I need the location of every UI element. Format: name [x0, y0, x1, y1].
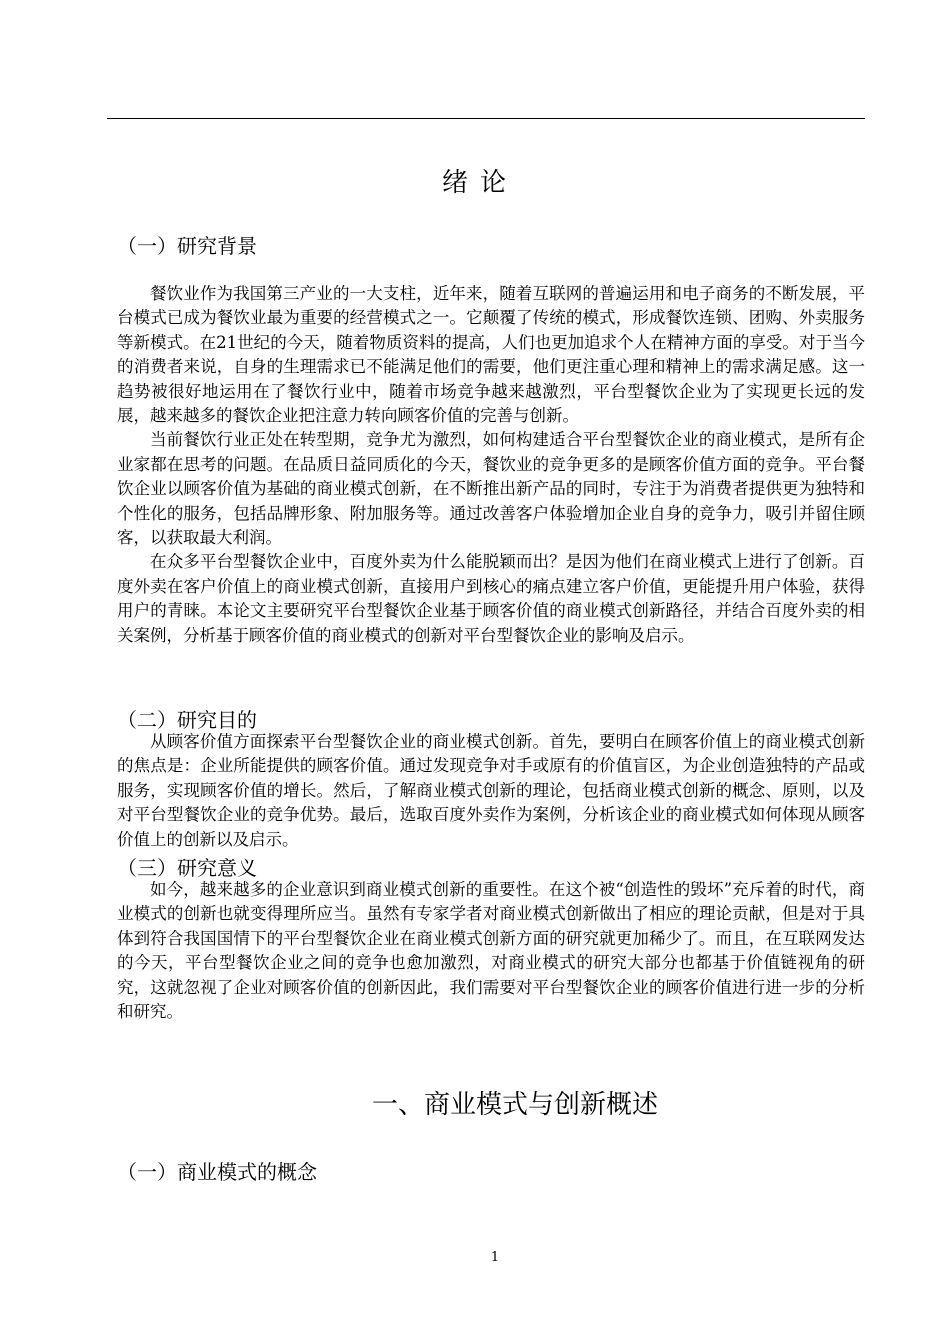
intro-title: 绪论 — [441, 168, 518, 198]
section-purpose-body — [117, 730, 865, 852]
chapter-subheading: （一）商业模式的概念 — [117, 1160, 317, 1184]
paragraph: 如今，越来越多的企业意识到商业模式创新的重要性。在这个被“创造性的毁坏”充斥着的时代，商业模式的创新也就变得理所应当。虽然有专家学者对商业模式创新做出了相应的理论贡献，但是对于具体到符合我国国情下的平台型餐饮企业在商业模式创新方面的研究就更加稀少了。而且，在互联网发达的今天，平台型餐饮企业之间的竞争也愈加激烈，对商业模式的研究大部分也都基于价值链视角的研究，这就忽视了企业对顾客价值的创新因此，我们需要对平台型餐饮企业的顾客价值进行进一步的分析和研究。 — [117, 880, 865, 1022]
section-heading-background: （一）研究背景 — [117, 234, 257, 258]
paragraph: 在众多平台型餐饮企业中，百度外卖为什么能脱颖而出？是因为他们在商业模式上进行了创新。百度外卖在客户价值上的商业模式创新，直接用户到核心的痛点建立客户价值，更能提升用户体验，获得用户的青睐。本论文主要研究平台型餐饮企业基于顾客价值的商业模式创新路径，并结合百度外卖的相关案例，分析基于顾客价值的商业模式的创新对平台型餐饮企业的影响及启示。 — [117, 552, 865, 645]
page-number: 1 — [490, 1250, 500, 1265]
section-significance-body — [117, 878, 865, 1024]
section-heading-purpose: （二）研究目的 — [117, 708, 257, 732]
header-rule — [107, 118, 865, 119]
section-heading-significance: （三）研究意义 — [117, 856, 257, 880]
paragraph: 当前餐饮行业正处在转型期，竞争尤为激烈，如何构建适合平台型餐饮企业的商业模式，是所有企业家都在思考的问题。在品质日益同质化的今天，餐饮业的竞争更多的是顾客价值方面的竞争。平台餐饮企业以顾客价值为基础的商业模式创新，在不断推出新产品的同时，专注于为消费者提供更为独特和个性化的服务，包括品牌形象、附加服务等。通过改善客户体验增加企业自身的竞争力，吸引并留住顾客，以获取最大利润。 — [117, 430, 865, 548]
chapter-title: 一、商业模式与创新概述 — [371, 1090, 658, 1120]
paragraph: 餐饮业作为我国第三产业的一大支柱，近年来，随着互联网的普遍运用和电子商务的不断发展，平台模式已成为餐饮业最为重要的经营模式之一。它颠覆了传统的模式，形成餐饮连锁、团购、外卖服务等新模式。在21世纪的今天，随着物质资料的提高，人们也更加追求个人在精神方面的享受。对于当今的消费者来说，自身的生理需求已不能满足他们的需要，他们更注重心理和精神上的需求满足感。这一趋势被很好地运用在了餐饮行业中，随着市场竞争越来越激烈，平台型餐饮企业为了实现更长远的发展，越来越多的餐饮企业把注意力转向顾客价值的完善与创新。 — [117, 284, 865, 426]
paragraph: 从顾客价值方面探索平台型餐饮企业的商业模式创新。首先，要明白在顾客价值上的商业模式创新的焦点是：企业所能提供的顾客价值。通过发现竞争对手或原有的价值盲区，为企业创造独特的产品或服务，实现顾客价值的增长。然后，了解商业模式创新的理论，包括商业模式创新的概念、原则，以及对平台型餐饮企业的竞争优势。最后，选取百度外卖作为案例，分析该企业的商业模式如何体现从顾客价值上的创新以及启示。 — [117, 732, 865, 849]
section-background-body — [117, 282, 865, 648]
